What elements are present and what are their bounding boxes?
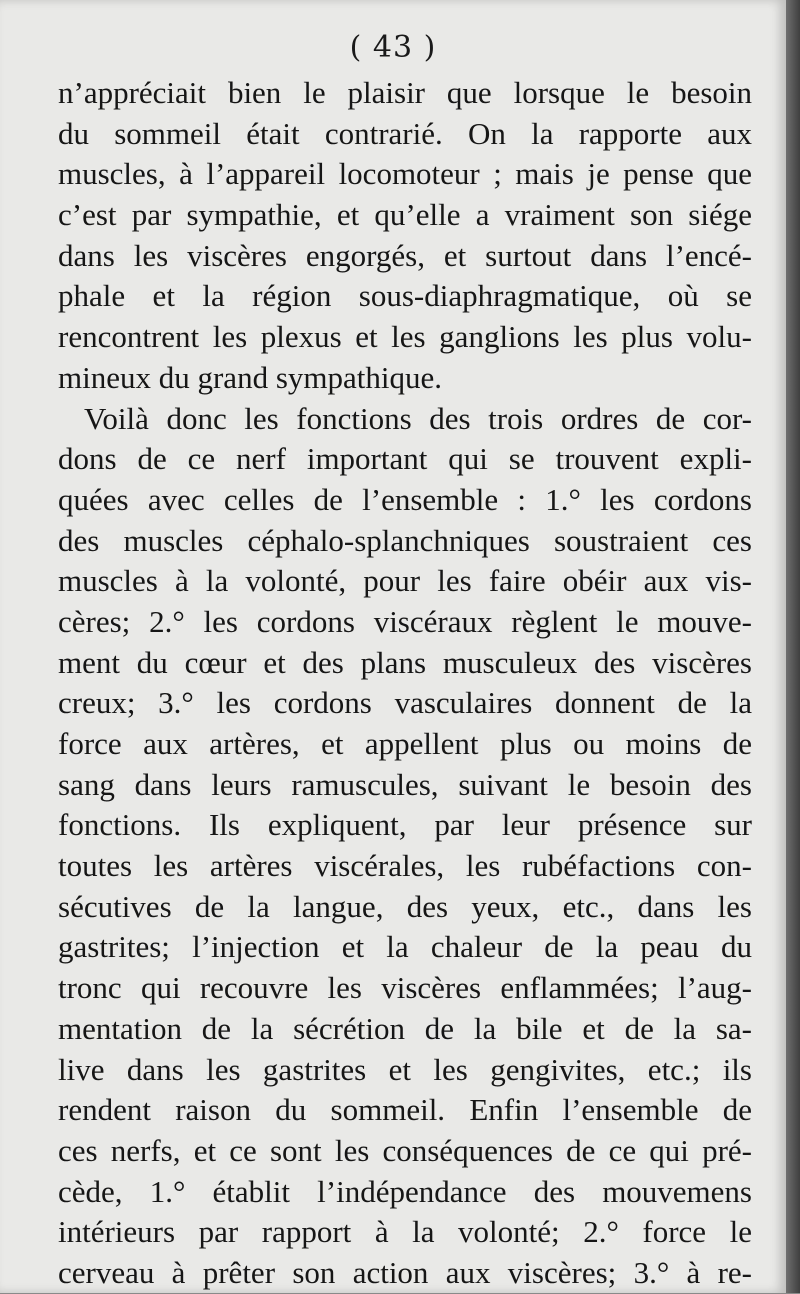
text-line: intérieurs par rapport à la volonté; 2.° force le	[58, 1214, 752, 1250]
page-number: ( 43 )	[349, 30, 437, 65]
text-line: des muscles céphalo-splanchniques soustraient ces	[58, 522, 752, 558]
text-line: dans les viscères engorgés, et surtout dans l’encé-	[58, 237, 752, 273]
text-line: ces nerfs, et ce sont les conséquences de ce qui pré-	[58, 1132, 752, 1168]
text-line: cède, 1.° établit l’indépendance des mouvemens	[58, 1173, 752, 1209]
text-line: dons de ce nerf important qui se trouvent expli-	[58, 441, 752, 477]
text-line: cerveau à prêter son action aux viscères; 3.° à re-	[58, 1254, 752, 1290]
text-line: muscles, à l’appareil locomoteur ; mais je pense que	[58, 156, 752, 192]
text-line: force aux artères, et appellent plus ou moins de	[58, 726, 752, 761]
text-line: mentation de la sécrétion de la bile et de la sa-	[58, 1010, 752, 1046]
body-text	[58, 73, 752, 1294]
text-line: sécutives de la langue, des yeux, etc., dans les	[58, 888, 752, 924]
paragraph-start-line: Voilà donc les fonctions des trois ordres de cor-	[84, 400, 752, 436]
text-line: quées avec celles de l’ensemble : 1.° les cordons	[58, 481, 752, 517]
text-line: phale et la région sous-diaphragmatique, où se	[58, 278, 752, 314]
page-edge	[786, 0, 800, 1293]
text-line: muscles à la volonté, pour les faire obéir aux vis-	[58, 563, 752, 599]
text-line: sang dans leurs ramuscules, suivant le besoin des	[58, 766, 752, 802]
text-line: creux; 3.° les cordons vasculaires donnent de la	[58, 685, 752, 721]
text-line: rencontrent les plexus et les ganglions les plus volu-	[58, 319, 752, 355]
text-line: cères; 2.° les cordons viscéraux règlent le mouve-	[58, 603, 752, 639]
text-line: mineux du grand sympathique.	[58, 359, 442, 395]
text-line: rendent raison du sommeil. Enfin l’ensemble de	[58, 1092, 752, 1128]
text-line: toutes les artères viscérales, les rubéfactions con-	[58, 848, 752, 884]
text-line: gastrites; l’injection et la chaleur de la peau du	[58, 929, 752, 965]
text-line: c’est par sympathie, et qu’elle a vraiment son siége	[58, 197, 752, 233]
text-line: ment du cœur et des plans musculeux des viscères	[58, 644, 752, 680]
text-line: tronc qui recouvre les viscères enflammées; l’aug-	[58, 970, 752, 1006]
text-line: live dans les gastrites et les gengivites, etc.; ils	[58, 1051, 752, 1087]
text-line: fonctions. Ils expliquent, par leur présence sur	[58, 807, 752, 843]
text-line: du sommeil était contrarié. On la rapporte aux	[58, 115, 752, 151]
text-line: n’appréciait bien le plaisir que lorsque le besoin	[58, 75, 752, 110]
